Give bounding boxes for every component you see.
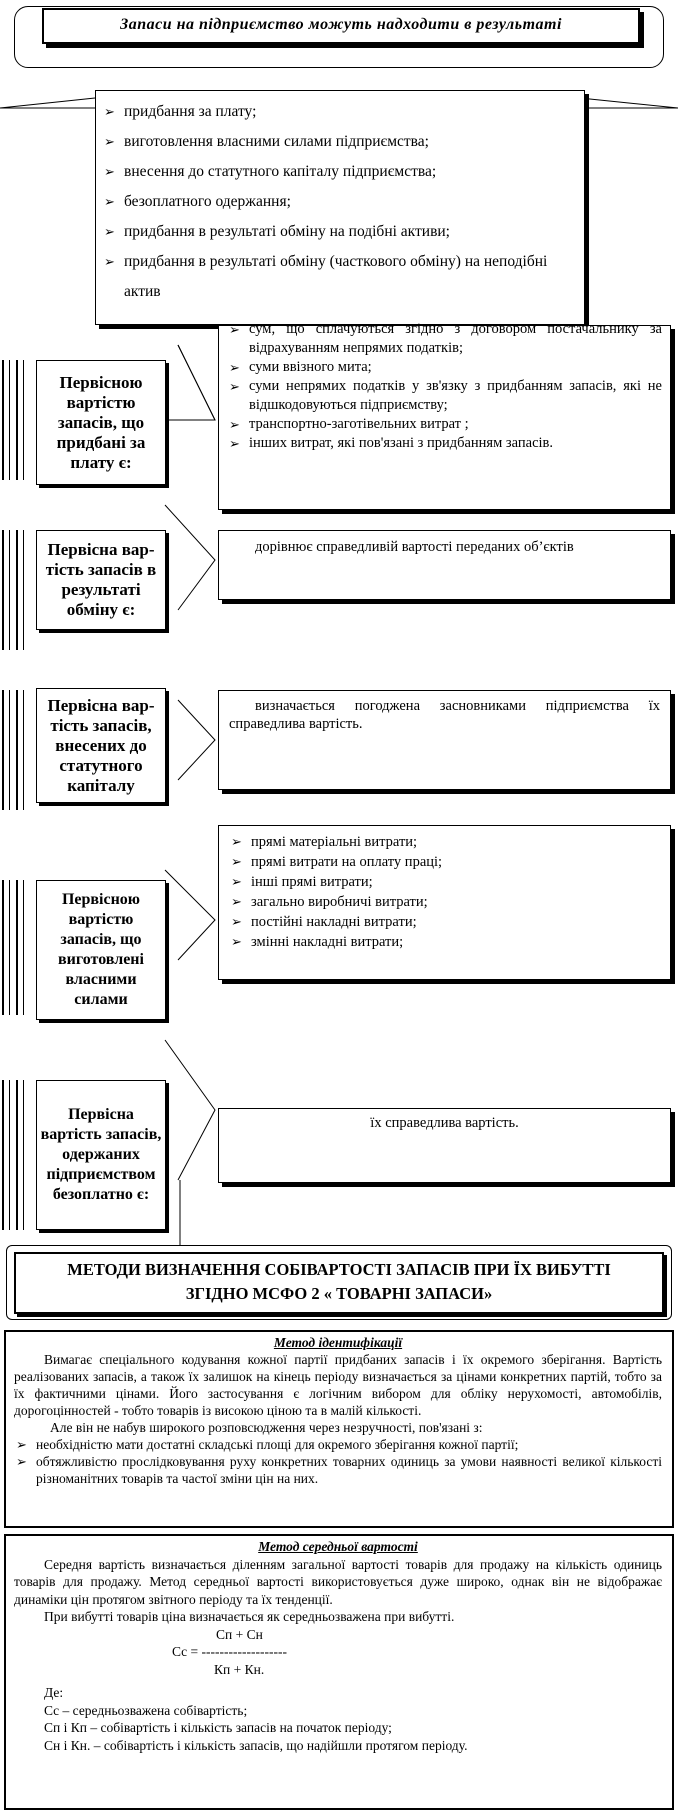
block-label-exchange: Первісна вар-тість запасів в результаті обміну є: [36, 530, 166, 630]
average-subtext: При вибутті товарів ціна визначається як середньозважена при вибутті. [44, 1609, 455, 1624]
drawback-item: ➢ обтяжливістю прослідковування руху конкретних товарних одиниць за умови наявності великої кількості різноманітних товарів та частої зміни цін на них. [14, 1453, 662, 1487]
cost-item: ➢ постійні накладні витрати; [229, 912, 660, 932]
connector-line [165, 505, 215, 610]
formula-def: Сп і Кп – собівартість і кількість запасів на початок періоду; [44, 1720, 392, 1735]
drawback-item: ➢ необхідністю мати достатні складські площі для окремого зберігання кожної партії; [14, 1436, 662, 1453]
double-bar [16, 690, 24, 810]
connector-line [178, 700, 215, 780]
source-item: ➢ безоплатного одержання; [102, 187, 576, 217]
formula-numerator: Сп + Сн [216, 1626, 263, 1642]
methods-title-box [14, 1252, 664, 1314]
cost-item: ➢ загально виробничі витрати; [229, 892, 660, 912]
cost-item: ➢ сум, що сплачуються згідно з договором постачальнику за відрахуванням непрямих податків; [227, 320, 662, 358]
formula-where: Де: [44, 1685, 64, 1700]
formula-denominator: Кп + Кн. [214, 1661, 265, 1677]
free-text: їх справедлива вартість. [370, 1115, 519, 1131]
block-content-purchased [218, 321, 671, 510]
average-title: Метод середньої вартості [258, 1539, 418, 1554]
double-bar [16, 360, 24, 480]
connector-line [0, 98, 95, 108]
identification-subtext: Але він не набув широкого розповсюдження через незручності, пов'язані з: [50, 1420, 483, 1435]
block-label-manufactured: Первісною вартістю запасів, що виготовлені власними силами [36, 880, 166, 1020]
block-label-contributed: Первісна вар-тість запасів, внесених до статутного капіталу [36, 688, 166, 803]
source-item: ➢ придбання в результаті обміну на подібні активи; [102, 217, 576, 247]
exchange-text: дорівнює справедливій вартості переданих об’єктів [255, 539, 574, 555]
block-label-free: Первісна вартість запасів, одержаних підприємством безоплатно є: [36, 1080, 166, 1230]
header-title: Запаси на підприємство можуть надходити в результаті [120, 16, 562, 33]
cost-item: ➢ змінні накладні витрати; [229, 932, 660, 952]
contributed-text: визначається погоджена засновниками підприємства їх справедлива вартість. [229, 698, 660, 732]
source-item: ➢ виготовлення власними силами підприємства; [102, 127, 576, 157]
cost-item: ➢ суми непрямих податків у зв'язку з придбанням запасів, які не відшкодовуються підприємству; [227, 377, 662, 415]
identification-text: Вимагає спеціального кодування кожної партії придбаних запасів і їх окремого зберігання. Вартість реалізованих запасів, а також їх залишок на кінець періоду визначається за цінами конкретних партій, тобто за їх фактичними цінами. Його застосування є логічним вибором для обліку нерухомості, автомобілів, дорогоцінностей - тобто товарів із високою ціною та в малій кількості. [14, 1352, 662, 1418]
cost-item: ➢ інші прямі витрати; [229, 872, 660, 892]
block-content-manufactured [218, 825, 671, 980]
block-label-purchased: Первісною вартістю запасів, що придбані за плату є: [36, 360, 166, 485]
source-item: ➢ придбання в результаті обміну (часткового обміну) на неподібні актив [102, 247, 576, 307]
source-item: ➢ внесення до статутного капіталу підприємства; [102, 157, 576, 187]
connector-line [178, 345, 215, 420]
identification-title: Метод ідентифікації [273, 1335, 403, 1350]
connector-line [160, 345, 215, 420]
double-bar [16, 880, 24, 1015]
double-bar [2, 690, 10, 810]
identification-section [4, 1330, 674, 1528]
cost-item: ➢ інших витрат, які пов'язані з придбанням запасів. [227, 434, 662, 453]
double-bar [2, 880, 10, 1015]
cost-item: ➢ суми ввізного мита; [227, 358, 662, 377]
header-title-box [42, 8, 640, 44]
formula-def: Сс – середньозважена собівартість; [44, 1702, 248, 1718]
double-bar [2, 1080, 10, 1230]
connector-line [165, 1040, 215, 1180]
formula-def: Сн і Кн. – собівартість і кількість запасів, що надійшли протягом періоду. [44, 1737, 468, 1753]
connector-line [580, 98, 678, 108]
average-section [4, 1534, 674, 1810]
average-text: Середня вартість визначається діленням загальної вартості товарів для продажу на кількість одиниць товарів для продажу. Метод середньої вартості використовується дуже широко, однак він не відображає динаміки цін протягом звітного періоду та їх тенденції. [14, 1556, 662, 1607]
cost-item: ➢ прямі матеріальні витрати; [229, 832, 660, 852]
double-bar [16, 1080, 24, 1230]
block-content-free [218, 1108, 671, 1183]
double-bar [2, 530, 10, 650]
methods-title: МЕТОДИ ВИЗНАЧЕННЯ СОБІВАРТОСТІ ЗАПАСІВ ПРИ ЇХ ВИБУТТІ ЗГІДНО МСФО 2 « ТОВАРНІ ЗАПАСИ» [67, 1260, 611, 1303]
double-bar [2, 360, 10, 480]
block-content-exchange [218, 530, 671, 600]
formula-fraction: Сс = ------------------- [172, 1644, 287, 1659]
cost-item: ➢ прямі витрати на оплату праці; [229, 852, 660, 872]
block-content-contributed [218, 690, 671, 790]
cost-item: ➢ транспортно-заготівельних витрат ; [227, 415, 662, 434]
double-bar [16, 530, 24, 650]
connector-line [165, 870, 215, 960]
sources-box [95, 90, 585, 325]
source-item: ➢ придбання за плату; [102, 97, 576, 127]
